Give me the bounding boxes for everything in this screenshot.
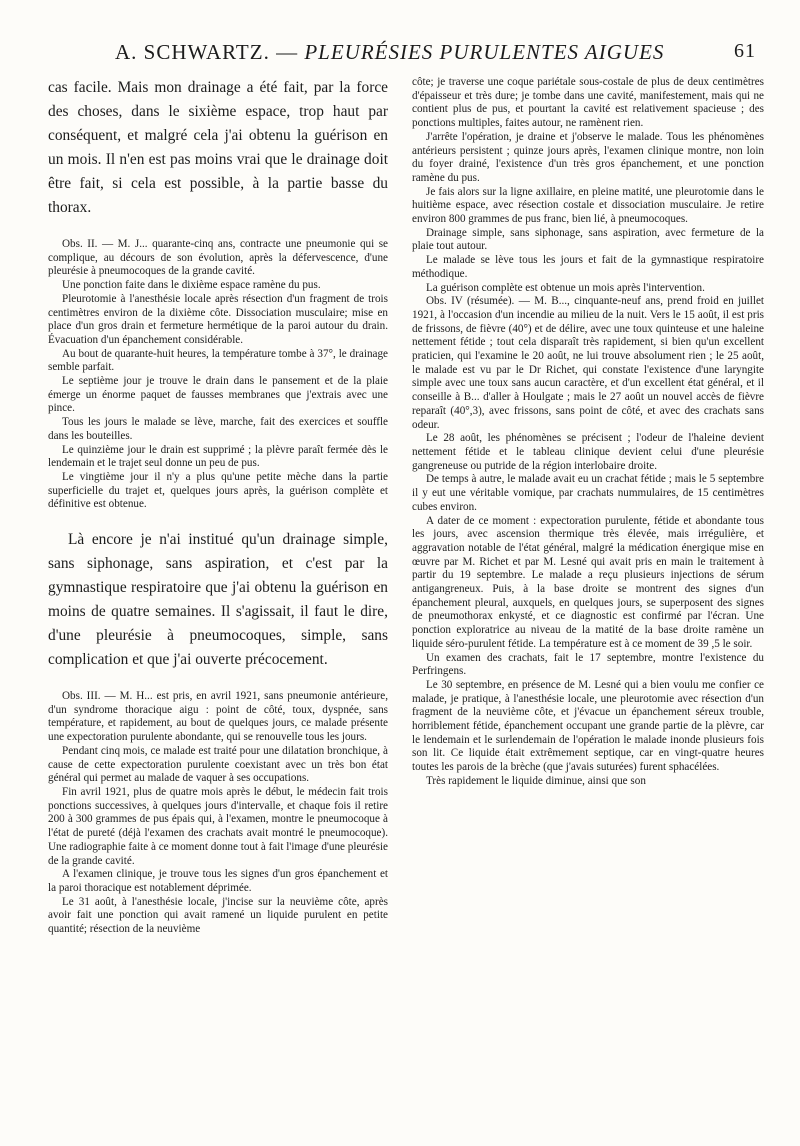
obs3-paragraph: Fin avril 1921, plus de quatre mois après le début, le médecin fait trois ponctions successives, à quelques jours d'intervalle, et chaque fois il retire 200 à 300 grammes de pus épais qui, à l'examen, montre le pneumocoque à l'état de pureté (déjà l'examen des crachats avait montré le pneumocoque). Une radiographie faite à ce moment donne tout à fait l'image d'une pleurésie de la grande cavité. xyxy=(48,785,388,867)
intro-paragraph: cas facile. Mais mon drainage a été fait, par la force des choses, dans le sixième espace, trop haut par conséquent, et malgré cela j'ai obtenu la guérison en un mois. Il n'en est pas moins vrai que le drainage doit être fait, si cela est possible, à la partie basse du thorax. xyxy=(48,79,388,216)
obs2-paragraph: Le septième jour je trouve le drain dans le pansement et de la plaie émerge un énorme paquet de fausses membranes que j'extrais avec une pince. xyxy=(48,375,388,415)
running-header xyxy=(60,40,756,70)
obs2-paragraph: Une ponction faite dans le dixième espace ramène du pus. xyxy=(62,279,321,292)
right-paragraph: A dater de ce moment : expectoration purulente, fétide et abondante tous les jours, avec ascension thermique très élevée, mais irrégulière, et aggravation notable de l'état général, malgré la médication énergique mise en œuvre par M. Richet et par M. Lesné qui avait pris en main le traitement à partir du 19 septembre. Le malade a reçu plusieurs injections de sérum antigangreneux. Puis, à la base droite se montrent des signes d'un épanchement pleural, auxquels, en quelques jours, se superposent des signes de pneumothorax enkysté, et ce diagnostic est confirmé par l'écran. Une ponction exploratrice au niveau de la matité de la base droite ramène un liquide séro-purulent fétide. La température est à ce moment de 39 ,5 le soir. xyxy=(412,514,764,650)
obs2-paragraph: Au bout de quarante-huit heures, la température tombe à 37°, le drainage semble parfait. xyxy=(48,347,388,374)
right-paragraph: Le malade se lève tous les jours et fait de la gymnastique respiratoire méthodique. xyxy=(412,254,764,280)
running-title xyxy=(115,40,664,65)
right-paragraph: De temps à autre, le malade avait eu un crachat fétide ; mais le 5 septembre il y eut une véritable vomique, par crachats nummulaires, de 15 centimètres cubes environ. xyxy=(412,473,764,513)
obs3-paragraph: Obs. III. — M. H... est pris, en avril 1921, sans pneumonie antérieure, d'un syndrome thoracique aigu : point de côté, toux, dyspnée, sans température, et rapidement, au bout de quelques jours, ce malade présente une expectoration purulente abondante, qui se renouvelle tous les jours. xyxy=(48,690,388,744)
right-paragraph: J'arrête l'opération, je draine et j'observe le malade. Tous les phénomènes antérieurs persistent ; quinze jours après, l'examen clinique montre, non loin du foyer drainé, l'existence d'un très gros épanchement, et une ponction ramène du pus. xyxy=(412,130,764,184)
obs2-paragraph: Pleurotomie à l'anesthésie locale après résection d'un fragment de trois centimètres environ de la dixième côte. Dissociation musculaire; mise en place d'un gros drain et fermeture hermétique de la paroi autour du drain. Évacuation d'un épanchement considérable. xyxy=(48,292,388,346)
obs4-paragraph: Obs. IV (résumée). — M. B..., cinquante-neuf ans, prend froid en juillet 1921, à l'occasion d'un incendie au milieu de la nuit. Vers le 15 août, il est pris de frissons, de fièvre (40°) et de délire, avec une toux quinteuse et une haleine nettement fétide ; tout cela disparaît très rapidement, si bien qu'un excellent praticien, qui l'examine le 20 août, ne lui trouve absolument rien ; le 25 août, le malade est vu par le Dr Richet, qui constate l'existence d'une laryngite simple avec une toux sans aucun caractère, et d'un excellent état général, et il conseille à B... d'aller à Houlgate ; mais le 27 août un nouvel accès de fièvre reparaît (40°,3), avec frissons, sans point de côté, et avec des crachats sans odeur. xyxy=(412,295,764,431)
right-paragraph: Drainage simple, sans siphonage, sans aspiration, avec fermeture de la plaie tout autour. xyxy=(412,226,764,253)
obs2-paragraph: Tous les jours le malade se lève, marche, fait des exercices et souffle dans les bouteilles. xyxy=(48,416,388,442)
obs3-paragraph: Le 31 août, à l'anesthésie locale, j'incise sur la neuvième côte, après avoir fait une ponction qui avait ramené un liquide purulent en petite quantité; résection de la neuvième xyxy=(48,895,388,936)
right-column xyxy=(412,76,764,789)
left-column xyxy=(48,76,388,937)
obs3-paragraph: Pendant cinq mois, ce malade est traité pour une dilatation bronchique, à cause de cette expectoration purulente coexistant avec un très bon état général qui permet au malade de vaquer à ses occupations. xyxy=(48,744,388,785)
right-paragraph: La guérison complète est obtenue un mois après l'intervention. xyxy=(426,281,705,294)
right-paragraph: côte; je traverse une coque pariétale sous-costale de plus de deux centimètres d'épaisseur et très dure; je tombe dans une cavité, manifestement, mais qui ne contient plus de pus, et pourtant la cavité est relativement spacieuse ; des ponctions multiples, faites autour, ne ramènent rien. xyxy=(412,76,764,130)
right-paragraph: Le 30 septembre, en présence de M. Lesné qui a bien voulu me confier ce malade, je pratique, à l'anesthésie locale, une pleurotomie avec résection d'un fragment de la neuvième côte, et j'évacue un épanchement séreux trouble, horriblement fétide, épanchement occupant une grande partie de la plèvre, car le lendemain et le surlendemain de l'opération le malade inonde plusieurs fois son lit. Ce liquide était extrêmement septique, car en vingt-quatre heures toutes les parois de la brèche (que j'avais suturées) furent sphacélées. xyxy=(412,678,764,774)
header-subject: PLEURÉSIES PURULENTES AIGUES xyxy=(298,40,665,64)
right-paragraph: Un examen des crachats, fait le 17 septembre, montre l'existence du Perfringens. xyxy=(412,651,764,678)
right-paragraph: Le 28 août, les phénomènes se précisent ; l'odeur de l'haleine devient nettement fétide et le tableau clinique devient celui d'une pleurésie gangreneuse ou putride de la région interlobaire droite. xyxy=(412,432,764,472)
page-number: 61 xyxy=(734,40,756,62)
obs2-paragraph: Le vingtième jour il n'y a plus qu'une petite mèche dans la partie superficielle du trajet et, quelques jours après, la guérison complète et définitive est obtenue. xyxy=(48,470,388,511)
obs2-paragraph: Le quinzième jour le drain est supprimé ; la plèvre paraît fermée dès le lendemain et le trajet seul donne un peu de pus. xyxy=(48,443,388,470)
right-paragraph: Très rapidement le liquide diminue, ainsi que son xyxy=(426,774,646,787)
middle-paragraph: Là encore je n'ai institué qu'un drainage simple, sans siphonage, sans aspiration, et c'est par la gymnastique respiratoire que j'ai obtenu la guérison en moins de quatre semaines. Il s'agissait, il faut le dire, d'une pleurésie à pneumocoques, simple, sans complication et que j'ai ouverte précocement. xyxy=(48,531,388,669)
obs3-paragraph: A l'examen clinique, je trouve tous les signes d'un gros épanchement et la paroi thoracique est notablement déprimée. xyxy=(48,868,388,894)
right-paragraph: Je fais alors sur la ligne axillaire, en pleine matité, une pleurotomie dans le huitième espace, avec résection costale et dissociation musculaire. Je retire environ 800 grammes de pus franc, bien lié, à pneumocoques. xyxy=(412,185,764,226)
header-author: A. SCHWARTZ. — xyxy=(115,40,299,64)
obs2-paragraph: Obs. II. — M. J... quarante-cinq ans, contracte une pneumonie qui se complique, au décours de son évolution, après la défervescence, d'une pleurésie à pneumocoques de la grande cavité. xyxy=(48,238,388,278)
